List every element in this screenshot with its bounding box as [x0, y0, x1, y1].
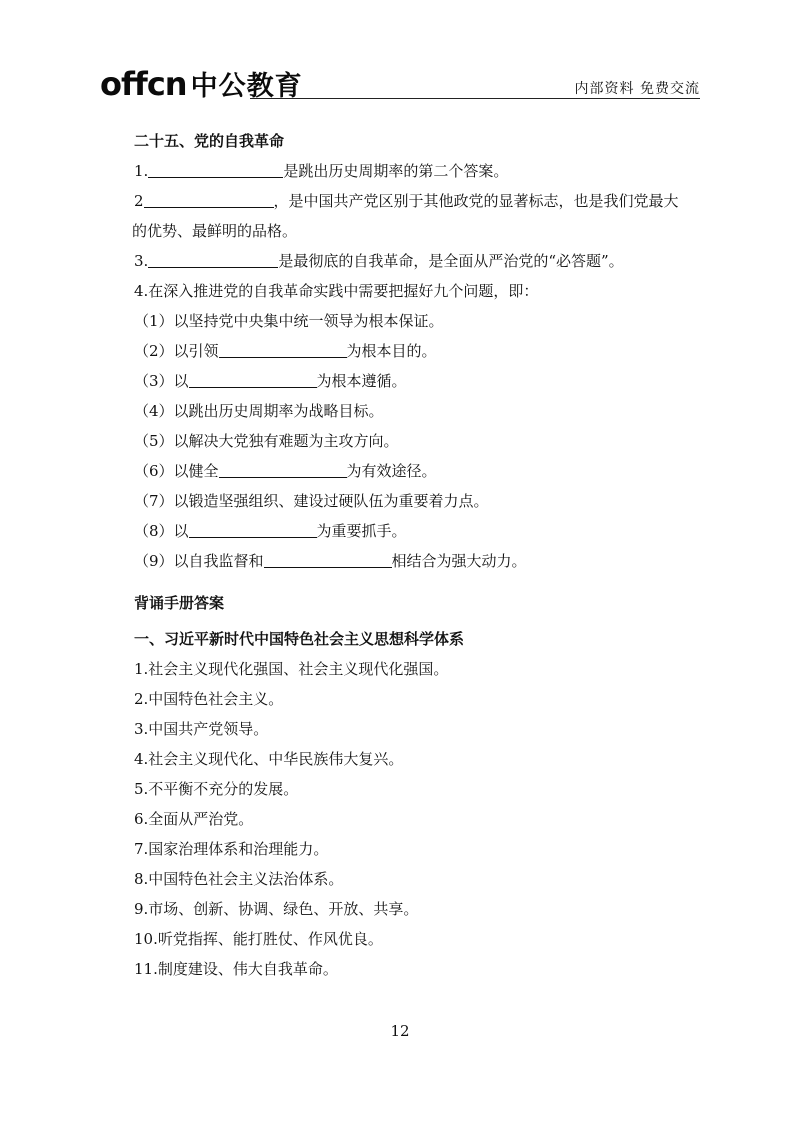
q1-prefix: 1.	[134, 162, 149, 180]
blank-line	[148, 159, 283, 178]
answer-item: 5.不平衡不充分的发展。	[134, 780, 299, 798]
q2-suffix: ，是中国共产党区别于其他政党的显著标志，也是我们党最大	[273, 192, 679, 210]
answers-heading: 背诵手册答案	[134, 594, 225, 612]
list-item: （7）以锻造坚强组织、建设过硬队伍为重要着力点。	[134, 492, 489, 510]
answer-item: 7.国家治理体系和治理能力。	[134, 840, 329, 858]
answer-item: 6.全面从严治党。	[134, 810, 254, 828]
answer-item: 10.听党指挥、能打胜仗、作风优良。	[134, 930, 383, 948]
item-suffix: 为根本遵循。	[316, 372, 407, 390]
blank-line	[189, 369, 317, 388]
header-note: 内部资料 免费交流	[574, 81, 700, 97]
page-content	[134, 126, 709, 984]
q3-suffix: 是最彻底的自我革命，是全面从严治党的“必答题”。	[278, 252, 624, 270]
q3-prefix: 3.	[134, 252, 149, 270]
list-item: （1）以坚持党中央集中统一领导为根本保证。	[134, 312, 444, 330]
item-prefix: （6）以健全	[134, 462, 219, 480]
item-prefix: （2）以引领	[134, 342, 219, 360]
answer-item: 4.社会主义现代化、中华民族伟大复兴。	[134, 750, 404, 768]
item-prefix: （9）以自我监督和	[134, 552, 264, 570]
page-header	[100, 60, 700, 102]
blank-line	[264, 549, 392, 568]
item-suffix: 为有效途径。	[346, 462, 437, 480]
question-2	[134, 186, 709, 216]
list-item: （4）以跳出历史周期率为战略目标。	[134, 402, 384, 420]
blank-line	[144, 189, 274, 208]
header-rule	[250, 98, 700, 99]
answer-item: 8.中国特色社会主义法治体系。	[134, 870, 344, 888]
answer-item: 1.社会主义现代化强国、社会主义现代化强国。	[134, 660, 449, 678]
answer-list	[134, 654, 709, 984]
question-4: 4.在深入推进党的自我革命实践中需要把握好九个问题，即：	[134, 282, 539, 300]
blank-line	[189, 519, 317, 538]
question-1	[134, 156, 709, 186]
list-item	[134, 546, 709, 576]
item-prefix: （3）以	[134, 372, 189, 390]
list-item	[134, 336, 709, 366]
question-3	[134, 246, 709, 276]
answers-section-title: 一、习近平新时代中国特色社会主义思想科学体系	[134, 630, 465, 648]
answer-item: 3.中国共产党领导。	[134, 720, 269, 738]
item-suffix: 相结合为强大动力。	[391, 552, 527, 570]
page-number: 12	[390, 1022, 410, 1040]
list-item: （5）以解决大党独有难题为主攻方向。	[134, 432, 399, 450]
answer-item: 2.中国特色社会主义。	[134, 690, 284, 708]
q1-suffix: 是跳出历史周期率的第二个答案。	[283, 162, 509, 180]
item-suffix: 为根本目的。	[346, 342, 437, 360]
item-suffix: 为重要抓手。	[316, 522, 407, 540]
logo-latin-text: offcn	[100, 65, 187, 103]
list-item	[134, 456, 709, 486]
blank-line	[219, 339, 347, 358]
logo-cjk-text: 中公教育	[190, 71, 303, 102]
item-prefix: （8）以	[134, 522, 189, 540]
answer-item: 11.制度建设、伟大自我革命。	[134, 960, 338, 978]
section-title: 二十五、党的自我革命	[134, 132, 285, 150]
q2-prefix: 2	[134, 192, 144, 210]
blank-line	[219, 459, 347, 478]
list-item	[134, 516, 709, 546]
list-item	[134, 366, 709, 396]
answer-item: 9.市场、创新、协调、绿色、开放、共享。	[134, 900, 419, 918]
blank-line	[148, 249, 278, 268]
question-2-continuation: 的优势、最鲜明的品格。	[132, 222, 298, 240]
